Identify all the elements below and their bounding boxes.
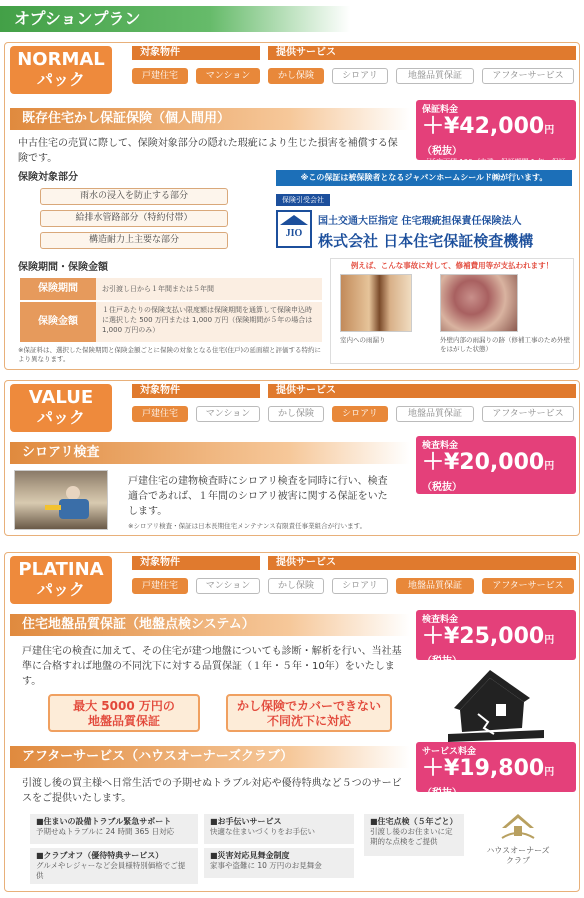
normal-price-unit: 円（税抜）	[422, 125, 555, 157]
platina-tag-jiban: 地盤品質保証	[396, 578, 474, 594]
insurer-sub: 国土交通大臣指定 住宅瑕疵担保責任保険法人	[318, 216, 522, 227]
photo-caption-1: 室内への雨漏り	[340, 336, 386, 344]
service-item-4	[30, 848, 198, 884]
value-pack-badge	[10, 384, 112, 432]
tag-mansion: マンション	[196, 68, 260, 84]
service-item-5	[204, 848, 354, 878]
tag-kodate: 戸建住宅	[132, 68, 188, 84]
service-2-title: ■お手伝いサービス	[210, 817, 282, 826]
value-tag-jiban: 地盤品質保証	[396, 406, 474, 422]
leak-photo-2	[440, 274, 518, 332]
highlight-5000man	[48, 694, 200, 732]
service-label: 提供サービス	[268, 46, 576, 60]
value-price: ＋¥20,000	[422, 450, 545, 475]
value-price-label: 検査料金	[422, 441, 459, 451]
highlight-fudo-b: 不同沈下に対応	[266, 714, 351, 728]
after-title: アフターサービス（ハウスオーナーズクラブ）	[10, 746, 410, 768]
value-price-unit: 円（税抜）	[422, 461, 555, 493]
after-price-note: ［期間１年の場合］	[422, 800, 485, 808]
value-desc: 戸建住宅の建物検査時にシロアリ検査を同時に行い、検査適合であれば、１年間のシロアリ被害に関する保証をいたします。	[128, 476, 388, 517]
jio-roof-icon	[278, 214, 310, 226]
platina-tag-after: アフターサービス	[482, 578, 574, 594]
normal-period-title: 保険期間・保険金額	[18, 262, 108, 273]
platina-pack-badge	[10, 556, 112, 604]
service-3-title: ■住宅点検（５年ごと）	[370, 817, 458, 826]
value-footnote: ※シロアリ検査・保証は日本長期住宅メンテナンス有限責任事業組合が行います。	[128, 522, 367, 530]
period-value: お引渡し日から１年間または５年間	[96, 278, 322, 300]
normal-price: ＋¥42,000	[422, 114, 545, 139]
value-pack-jp: パック	[36, 408, 85, 427]
period-key: 保険期間	[20, 278, 96, 300]
platina-tag-kodate: 戸建住宅	[132, 578, 188, 594]
jio-logo	[276, 210, 312, 248]
value-target-label: 対象物件	[132, 384, 260, 398]
normal-pack-badge	[10, 46, 112, 94]
after-price-label: サービス料金	[422, 747, 477, 757]
house-owners-club-logo-icon	[498, 810, 538, 842]
platina-price-label: 検査料金	[422, 615, 459, 625]
photo-caption-2: 外壁内部の雨漏りの跡（修補工事のため外壁をはがした状態）	[440, 336, 570, 353]
normal-target-1: 雨水の浸入を防止する部分	[40, 188, 228, 205]
service-2-desc: 快適な住まいづくりをお手伝い	[210, 827, 315, 836]
normal-title: 既存住宅かし保証保険（個人間用）	[10, 108, 410, 130]
value-pack-en: VALUE	[28, 387, 94, 408]
service-item-1	[30, 814, 198, 844]
example-title: 例えば、こんな事故に対して、修補費用等が支払われます！	[350, 261, 554, 270]
insurer-label: 保険引受会社	[276, 194, 330, 206]
tag-after: アフターサービス	[482, 68, 574, 84]
amount-key: 保険金額	[20, 302, 96, 342]
value-price-note: ［一部料金が異なるエリア、提供出来ないエリアがあります］	[422, 494, 569, 511]
normal-price-box	[416, 100, 576, 166]
after-price: ＋¥19,800	[422, 756, 545, 781]
value-tag-after: アフターサービス	[482, 406, 574, 422]
after-desc: 引渡し後の買主様へ日常生活での予期せぬトラブル対応や優待特典など５つのサービスをご提供いたします。	[22, 778, 402, 804]
value-tag-mansion: マンション	[196, 406, 260, 422]
target-label: 対象物件	[132, 46, 260, 60]
normal-target-3: 構造耐力上主要な部分	[40, 232, 228, 249]
platina-tag-mansion: マンション	[196, 578, 260, 594]
after-price-unit: 円（税抜）	[422, 767, 555, 799]
after-price-box	[416, 742, 576, 808]
inspector-icon	[15, 471, 109, 531]
service-item-2	[204, 814, 354, 844]
value-title: シロアリ検査	[10, 442, 410, 464]
normal-desc: 中古住宅の売買に際して、保険対象部分の隠れた瑕疵により生じた損害を補償する保険です。	[18, 138, 398, 164]
value-tag-kashi: かし保険	[268, 406, 324, 422]
value-service-label: 提供サービス	[268, 384, 576, 398]
tilted-house-icon	[438, 664, 548, 744]
service-3-desc: 引渡し後のお住まいに定期的な点検をご提供	[370, 827, 453, 846]
platina-tag-shiroari: シロアリ	[332, 578, 388, 594]
normal-target-2: 給排水管路部分（特約付帯）	[40, 210, 228, 227]
platina-price-note: ［品質保証期間 1 年の場合］	[422, 668, 515, 676]
house-owners-club-logo-text: ハウスオーナーズ クラブ	[486, 846, 550, 865]
service-1-desc: 予期せぬトラブルに 24 時間 365 日対応	[36, 827, 175, 836]
service-4-desc: グルメやレジャーなど会員様特別価格でご提供	[36, 861, 186, 880]
platina-tag-kashi: かし保険	[268, 578, 324, 594]
service-4-title: ■クラブオフ（優待特典サービス）	[36, 851, 164, 860]
tag-shiroari: シロアリ	[332, 68, 388, 84]
platina-service-label: 提供サービス	[268, 556, 576, 570]
highlight-5000man-b: 地盤品質保証	[87, 714, 160, 728]
page-title: オプションプラン	[0, 6, 350, 32]
value-tag-shiroari: シロアリ	[332, 406, 388, 422]
service-5-desc: 家事や盗難に 10 万円のお見舞金	[210, 861, 322, 870]
platina-target-label: 対象物件	[132, 556, 260, 570]
normal-price-label: 保証料金	[422, 105, 459, 115]
value-price-box	[416, 436, 576, 511]
tag-kashi: かし保険	[268, 68, 324, 84]
highlight-fudo-chinka	[226, 694, 392, 732]
service-item-3	[364, 814, 464, 856]
termite-inspection-photo	[14, 470, 108, 530]
platina-title: 住宅地盤品質保証（地盤点検システム）	[10, 614, 410, 636]
normal-target-title: 保険対象部分	[18, 172, 78, 183]
normal-pack-en: NORMAL	[17, 49, 105, 70]
service-1-title: ■住まいの設備トラブル緊急サポート	[36, 817, 172, 826]
service-5-title: ■災害対応見舞金制度	[210, 851, 290, 860]
tag-jiban: 地盤品質保証	[396, 68, 474, 84]
platina-desc: 戸建住宅の検査に加えて、その住宅が建つ地盤についても診断・解析を行い、当社基準に合格すれば地盤の不同沈下に対する品質保証（１年・５年・10年）をいたします。	[22, 646, 402, 687]
value-tag-kodate: 戸建住宅	[132, 406, 188, 422]
platina-pack-jp: パック	[36, 580, 85, 599]
platina-price-box	[416, 610, 576, 676]
platina-pack-en: PLATINA	[18, 559, 104, 580]
normal-footnote: ※保証料は、選択した保険期間と保険金額ごとに保険の対象となる住宅(住戸)の延面積と評価する特約により異なります。	[18, 346, 322, 363]
normal-price-note: ［延床面積 100㎡未満・保証期間 1 年・保証	[422, 158, 566, 166]
highlight-5000man-a: 最大 5000 万円の	[73, 699, 175, 713]
platina-price-unit: 円（税抜）	[422, 635, 555, 667]
leak-photo-1	[340, 274, 412, 332]
jio-logo-text: JIO	[285, 228, 303, 239]
normal-pack-jp: パック	[36, 70, 85, 89]
platina-price: ＋¥25,000	[422, 624, 545, 649]
normal-note-blue: ※この保証は被保険者となるジャパンホームシールド㈱が行います。	[276, 170, 572, 186]
highlight-fudo-a: かし保険でカバーできない	[236, 699, 381, 713]
insurer-name: 株式会社 日本住宅保証検査機構	[318, 232, 534, 250]
amount-value: １住戸あたりの保険支払い限度額は保険期間を通算して保険申込時に選択した 500 万円または 1,000 万円（保険期間が５年の場合は 1,000 万円のみ）	[96, 302, 322, 342]
